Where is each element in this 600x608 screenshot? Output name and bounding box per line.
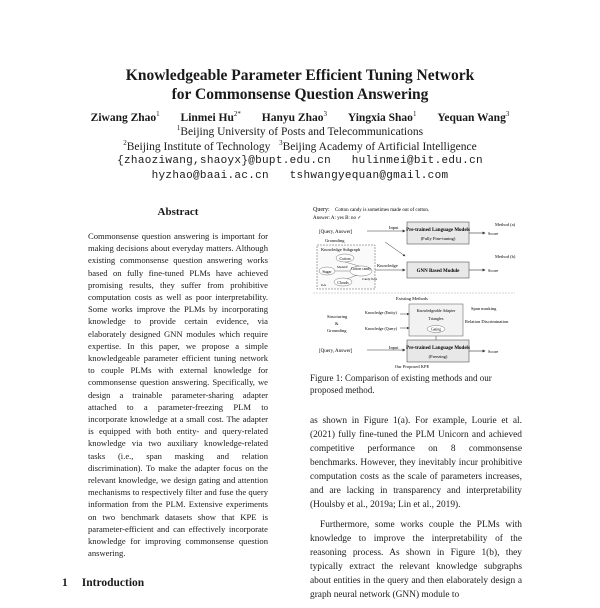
abstract-text: Commonsense question answering is important for making decisions about everyday matters. Although existing commonsense question answering works based on fully fine-tuned PLMs have achieved promising results, they suffer from prohibitive computation costs as well as poor interpretability. Some works improve the PLMs by incorporating knowledge to provide certain evidence, via elaborately designed GNN modules which require expertise. In this paper, we propose a simple knowledgeable parameter efficient tuning network to couple PLMs with external knowledge for commonsense question answering. Specifically, we design a trainable parameter-sharing adapter attached to a parameter-freezing PLM to incorporate knowledge at a small cost. The adapter is equipped with both entity- and query-related knowledge via two auxiliary knowledge-related tasks (i.e., span masking and relation discrimination). To make the adapter focus on the relevant knowledge, we design gating and attention mechanisms to respectively filter and fuse the query information from the PLM. Extensive experiments on two benchmark datasets show that KPE is parameter-efficient and can effectively incorporate knowledge for improving commonsense question answering. <box>88 231 268 559</box>
figure-1-diagram <box>305 200 520 370</box>
body-text-right <box>310 414 522 608</box>
title-line-1: Knowledgeable Parameter Efficient Tuning Network <box>125 67 475 84</box>
score-b: Score <box>488 268 499 273</box>
svg-text:IsA: IsA <box>321 283 327 287</box>
figure-1-caption: Figure 1: Comparison of existing methods and our proposed method. <box>310 373 492 395</box>
svg-text:Answer: A: yes B: no ✓: Answer: A: yes B: no ✓ <box>313 216 362 221</box>
author: Ziwang Zhao$^1$ <box>90 110 160 124</box>
svg-text:Input: Input <box>389 345 399 350</box>
svg-text:Grounding: Grounding <box>327 328 347 333</box>
knowledge-label-b: Knowledge <box>377 263 398 268</box>
qa-input-c: [Query, Answer] <box>319 349 353 354</box>
affiliation-1: $^1$Beijing University of Posts and Telecommunications <box>176 124 424 138</box>
svg-text:Knowledgeable Adapter: Knowledgeable Adapter <box>416 308 456 313</box>
svg-text:Cotton candy is sometimes made: Cotton candy is sometimes made out of cotton. <box>335 208 430 213</box>
svg-text:Pre-trained Language Models: Pre-trained Language Models <box>406 228 470 233</box>
svg-text:Cotton candy: Cotton candy <box>350 267 372 271</box>
svg-text:MadeOf: MadeOf <box>337 265 348 269</box>
svg-text:Structuring: Structuring <box>327 314 348 319</box>
title-line-2: for Commonsense Question Answering <box>171 86 429 103</box>
existing-methods-label: Existing Methods <box>396 296 428 301</box>
author: Hanyu Zhao$^3$ <box>261 110 327 124</box>
svg-text:Sugar: Sugar <box>322 269 332 274</box>
score-c: Score <box>488 349 499 354</box>
svg-text:&: & <box>335 321 339 326</box>
relation-discrimination: Relation Discrimination <box>465 319 509 324</box>
paragraph-2: Furthermore, some works couple the PLMs with knowledge to improve the interpretability of the reasoning process. As shown in Figure 1(b), they typically extract the relevant knowledge subgraphs about entities in the query and then elaborately design a graph neural network (GNN) module to <box>310 520 522 600</box>
paragraph-1: as shown in Figure 1(a). For example, Lourie et al. (2021) fully fine-tuned the PLM Unicorn and achieved competitive performance on 8 commonsense benchmarks. However, they inevitably incur prohibitive computation costs as the scale of parameters increases, and are lacking in transparency and interpretability (Houlsby et al., 2019a; Lin et al., 2019). <box>310 416 522 510</box>
svg-text:Gating: Gating <box>431 327 441 332</box>
span-masking: Span masking <box>471 306 497 311</box>
svg-text:Knowledge Subgraph: Knowledge Subgraph <box>321 247 361 252</box>
input-label-a: Input <box>389 225 399 230</box>
query-header <box>313 207 429 221</box>
svg-text:GNN Based Module: GNN Based Module <box>416 269 460 274</box>
affiliation-2-3: $^2$Beijing Institute of Technology $^3$Beijing Academy of Artificial Intelligence <box>123 139 477 153</box>
svg-text:Pre-trained Language Models: Pre-trained Language Models <box>406 346 470 351</box>
svg-text:Clouds: Clouds <box>337 280 349 285</box>
author: Yequan Wang$^3$ <box>437 110 510 124</box>
paper-title <box>0 66 600 104</box>
method-b-label: Method (b) <box>495 254 516 259</box>
email-line-1: {zhaoziwang,shaoyx}@bupt.edu.cn hulinmei@bit.edu.cn <box>117 155 483 167</box>
author: Linmei $Hu^{2*}$ <box>180 110 241 124</box>
our-method-label: Our Proposed KPE <box>394 364 430 369</box>
knowledge-query: Knowledge (Query) <box>365 326 398 331</box>
knowledge-entity: Knowledge (Entity) <box>365 310 397 315</box>
qa-input-a: [Query, Answer] <box>319 230 353 235</box>
svg-text:Candy floss: Candy floss <box>362 277 378 281</box>
score-a: Score <box>488 231 499 236</box>
svg-text:Cotton: Cotton <box>339 256 351 261</box>
author: Yingxia Shao$^1$ <box>347 110 417 124</box>
abstract-section <box>88 206 268 559</box>
method-a-label: Method (a) <box>495 222 516 227</box>
abstract-heading: Abstract <box>157 206 199 218</box>
svg-text:Query:: Query: <box>313 207 330 213</box>
author-list <box>0 110 600 124</box>
svg-text:(Fully Fine-tuning): (Fully Fine-tuning) <box>420 236 456 241</box>
email-line-2: hyzhao@baai.ac.cn tshwangyequan@gmail.com <box>151 170 449 182</box>
section-heading-introduction: 1 Introduction <box>62 577 145 589</box>
svg-text:(Freezing): (Freezing) <box>428 354 448 359</box>
svg-text:Triangles: Triangles <box>428 316 444 321</box>
grounding-label: Grounding <box>325 238 345 243</box>
